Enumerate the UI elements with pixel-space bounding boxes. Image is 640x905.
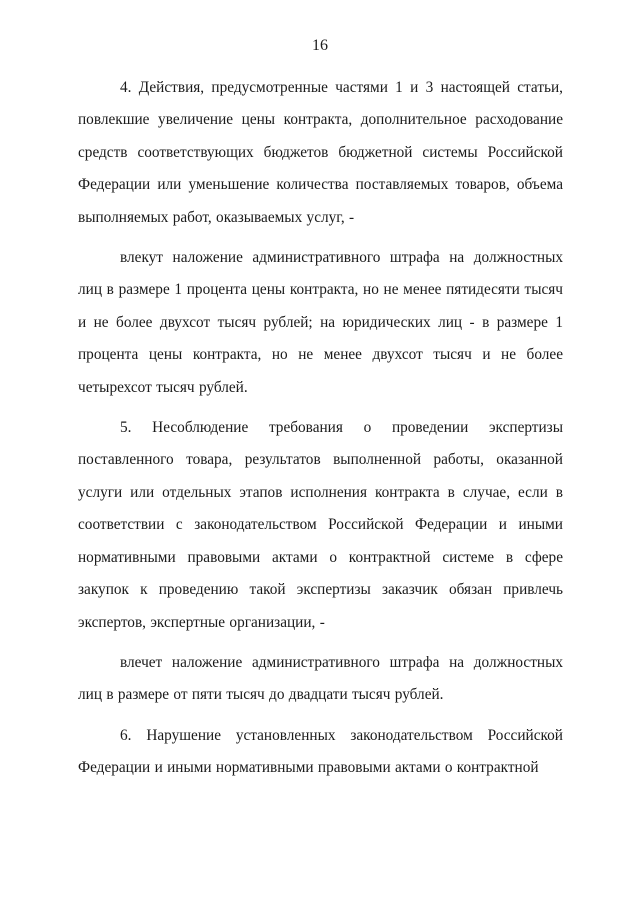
page-number: 16 <box>312 37 328 54</box>
paragraph-5-penalty: влечет наложение административного штрафа на должностных лиц в размере от пяти тысяч до двадцати тысяч рублей. <box>78 653 563 704</box>
paragraph-4-penalty: влекут наложение административного штрафа на должностных лиц в размере 1 процента цены контракта, но не менее пятидесяти тысяч и не более двухсот тысяч рублей; на юридических лиц - в размере 1 процента цены контракта, но не менее двухсот тысяч и не более четырехсот тысяч рублей. <box>78 249 563 396</box>
paragraph-5-violation: 5. Несоблюдение требования о проведении экспертизы поставленного товара, результатов выполненной работы, оказанной услуги или отдельных этапов исполнения контракта в случае, если в соответствии с законодательством Российской Федерации и иными нормативными правовыми актами о контрактной системе в сфере закупок к проведению такой экспертизы заказчик обязан привлечь экспертов, экспертные организации, - <box>78 419 563 631</box>
paragraph-6-violation: 6. Нарушение установленных законодательством Российской Федерации и иными нормативными правовыми актами о контрактной <box>78 726 563 777</box>
paragraph-4-violation: 4. Действия, предусмотренные частями 1 и 3 настоящей статьи, повлекшие увеличение цены контракта, дополнительное расходование средств соответствующих бюджетов бюджетной системы Российской Федерации или уменьшение количества поставляемых товаров, объема выполняемых работ, оказываемых услуг, - <box>78 79 563 226</box>
document-body <box>78 72 563 785</box>
